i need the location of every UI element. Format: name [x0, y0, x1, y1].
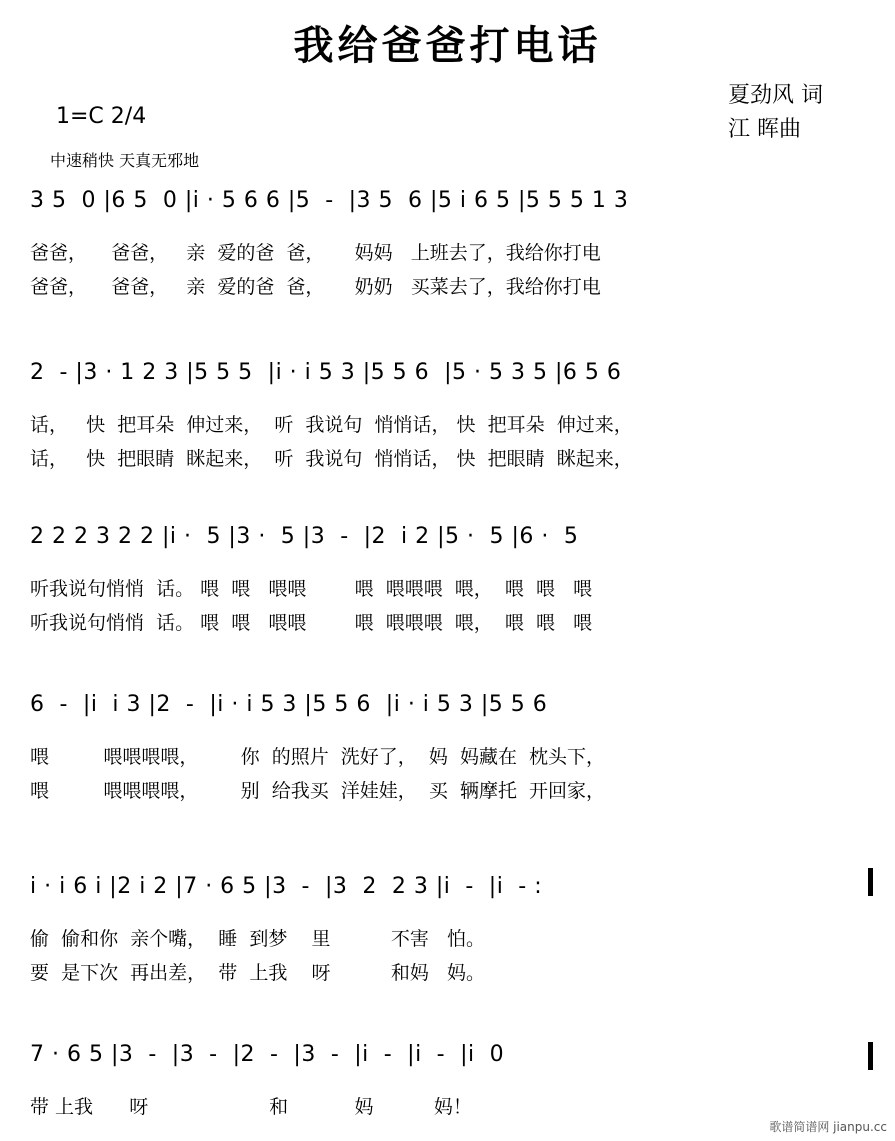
notes-system-2: 2 - |3 · 1 2 3 |5 5 5 |i · i 5 3 |5 5 6 |5 · 5 3 5 |6 5 6	[30, 360, 622, 385]
key-time-signature: 1=C 2/4	[56, 104, 147, 129]
notes-system-3: 2 2 2 3 2 2 |i · 5 |3 · 5 |3 - |2 i 2 |5 · 5 |6 · 5	[30, 524, 579, 549]
lyrics-verse2-system-1: 爸爸， 爸爸， 亲 爱的爸 爸， 奶奶 买菜去了，我给你打电	[30, 276, 601, 298]
lyricist-credit: 夏劲风 词	[728, 83, 823, 108]
final-bar	[868, 1042, 873, 1070]
lyrics-verse1-system-5: 偷 偷和你 亲个嘴， 睡 到梦 里 不害 怕。	[30, 928, 485, 950]
lyrics-verse1-system-1: 爸爸， 爸爸， 亲 爱的爸 爸， 妈妈 上班去了，我给你打电	[30, 242, 601, 264]
notes-system-5: i · i 6 i |2 i 2 |7 · 6 5 |3 - |3 2 2 3 |i - |i - :	[30, 874, 543, 899]
repeat-end-bar	[868, 868, 873, 896]
lyrics-verse2-system-5: 要 是下次 再出差， 带 上我 呀 和妈 妈。	[30, 962, 485, 984]
lyrics-verse2-system-4: 喂 喂喂喂喂， 别 给我买 洋娃娃， 买 辆摩托 开回家，	[30, 780, 606, 802]
page-title: 我给爸爸打电话	[293, 23, 602, 69]
lyrics-verse1-system-4: 喂 喂喂喂喂， 你 的照片 洗好了， 妈 妈藏在 枕头下，	[30, 746, 606, 768]
lyrics-verse2-system-2: 话， 快 把眼睛 眯起来， 听 我说句 悄悄话， 快 把眼睛 眯起来，	[30, 448, 633, 470]
lyrics-verse1-system-2: 话， 快 把耳朵 伸过来， 听 我说句 悄悄话， 快 把耳朵 伸过来，	[30, 414, 633, 436]
lyrics-verse1-system-6: 带 上我 呀 和 妈 妈！	[30, 1096, 472, 1118]
notes-system-6: 7 · 6 5 |3 - |3 - |2 - |3 - |i - |i - |i 0	[30, 1042, 505, 1067]
lyrics-verse1-system-3: 听我说句悄悄 话。 喂 喂 喂喂 喂 喂喂喂 喂， 喂 喂 喂	[30, 578, 593, 600]
tempo-marking: 中速稍快 天真无邪地	[50, 151, 200, 170]
notes-system-1: 3 5 0 |6 5 0 |i · 5 6 6 |5 - |3 5 6 |5 i 6 5 |5 5 5 1 3	[30, 188, 629, 213]
watermark: 歌谱简谱网 jianpu.cc	[769, 1120, 887, 1134]
notes-system-4: 6 - |i i 3 |2 - |i · i 5 3 |5 5 6 |i · i 5 3 |5 5 6	[30, 692, 548, 717]
lyrics-verse2-system-3: 听我说句悄悄 话。 喂 喂 喂喂 喂 喂喂喂 喂， 喂 喂 喂	[30, 612, 593, 634]
composer-credit: 江 晖曲	[728, 117, 801, 142]
